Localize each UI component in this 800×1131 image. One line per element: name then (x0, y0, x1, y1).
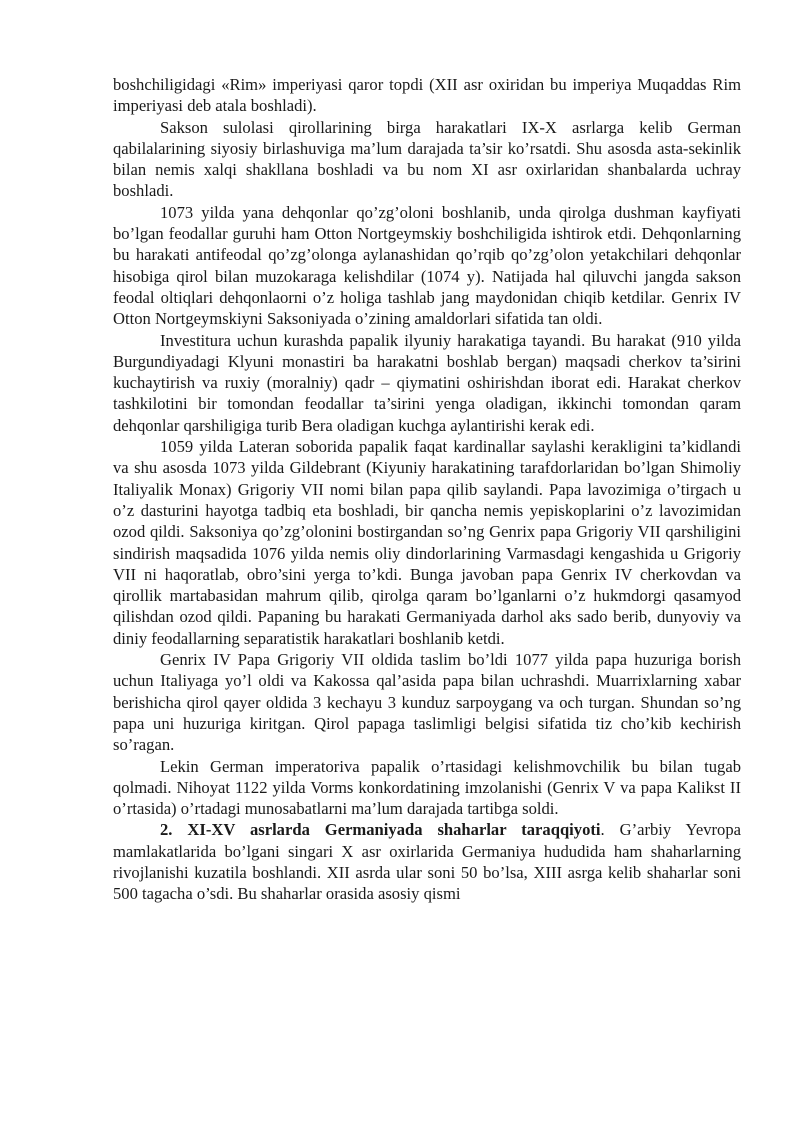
paragraph-investiture: Investitura uchun kurashda papalik ilyuniy harakatiga tayandi. Bu harakat (910 yilda Burgundiyadagi Klyuni monastiri ba harakatni boshlab bergan) maqsadi cherkov ta’sirini kuchaytirish va ruxiy (moralniy) qadr – qiymatini oshirishdan iborat edi. Harakat cherkov tashkilotini bir tomondan feodallar ta’sirini yenga oladigan, ikkinchi tomondan qaram dehqonlar qarshiligiga turib Bera oladigan kuchga aylantirishi kerak edi. (113, 330, 741, 435)
paragraph-section-2 (113, 819, 741, 904)
paragraph-saxon-dynasty: Sakson sulolasi qirollarining birga harakatlari IX-X asrlarga kelib German qabilalarining siyosiy birlashuviga ma’lum darajada ta’sir ko’rsatdi. Shu asosda asta-sekinlik bilan nemis xalqi shakllana boshladi va bu nom XI asr oxirlaridan shanbalarda uchray boshladi. (113, 117, 741, 201)
paragraph-worms-concordat: Lekin German imperatoriva papalik o’rtasidagi kelishmovchilik bu bilan tugab qolmadi. Nihoyat 1122 yilda Vorms konkordatining imzolanishi (Genrix V va papa Kalikst II o’rtasida) o’rtadagi munosabatlarni ma’lum darajada tartibga soldi. (113, 756, 741, 819)
section-text: . G’arbiy Yevropa mamlakatlarida bo’lgani singari X asr oxirlarida Germaniya hududida ham shaharlarning rivojlanishi kuzatila boshlandi. XII asrda ular soni 50 bo’lsa, XIII asrga kelib shaharlar soni 500 tagacha o’sdi. Bu shaharlar orasida asosiy qismi (113, 820, 741, 904)
paragraph-1073-uprising: 1073 yilda yana dehqonlar qo’zg’oloni boshlanib, unda qirolga dushman kayfiyati bo’lgan feodallar guruhi ham Otton Nortgeymskiy boshchiligida ishtirok etdi. Dehqonlarning bu harakati antifeodal qo’zg’olonga aylanashidan qo’rqib qo’zg’olon yetakchilari dehqonlar hisobiga qirol bilan muzokaraga kelishdilar (1074 y). Natijada hal qiluvchi jangda sakson feodal oltiqlari dehqonlaorni o’z holiga tashlab jang maydonidan chiqib ketdilar. Genrix IV Otton Nortgeymskiyni Saksoniyada o’zining amaldorlari sifatida tan oldi. (113, 202, 741, 329)
paragraph-canossa: Genrix IV Papa Grigoriy VII oldida taslim bo’ldi 1077 yilda papa huzuriga borish uchun Italiyaga yo’l oldi va Kakossa qal’asida papa bilan uchrashdi. Muarrixlarning xabar berishicha qirol qayer oldida 3 kechayu 3 kunduz sarpoygang va och turgan. Shundan so’ng papa uni huzuriga kiritgan. Qirol papaga taslimligi belgisi sifatida tiz cho’kib kechirish so’ragan. (113, 650, 741, 755)
document-page (113, 74, 741, 905)
section-heading: 2. XI-XV asrlarda Germaniyada shaharlar taraqqiyoti (160, 820, 601, 840)
paragraph-continuation: boshchiligidagi «Rim» imperiyasi qaror topdi (XII asr oxiridan bu imperiya Muqaddas Rim imperiyasi deb atala boshladi). (113, 75, 741, 116)
paragraph-1059-lateran: 1059 yilda Lateran soborida papalik faqat kardinallar saylashi kerakligini ta’kidlandi va shu asosda 1073 yilda Gildebrant (Kiyuniy harakatining tarafdorlaridan bo’lgan Shimoliy Italiyalik Monax) Grigoriy VII nomi bilan papa qilib saylandi. Papa lavozimiga o’tirgach u o’z dasturini hayotga tadbiq eta boshladi, bir qancha nemis yepiskoplarini o’z lavozimidan ozod qildi. Saksoniya qo’zg’olonini bostirgandan so’ng Genrix papa Grigoriy VII qarshiligini sindirish maqsadida 1076 yilda nemis oliy dindorlarining Varmasdagi kengashida u Grigoriy VII ni haqoratlab, obro’sini yerga to’kdi. Bunga javoban papa Genrix IV cherkovdan va qirollik martabasidan mahrum qilib, qirolga qaram bo’lganlarni o’z hukmdorgi qasamyod qilishdan ozod qildi. Papaning bu harakati Germaniyada darhol aks sado berib, dunyoviy va diniy feodallarning separatistik harakatlari boshlanib ketdi. (113, 437, 741, 648)
